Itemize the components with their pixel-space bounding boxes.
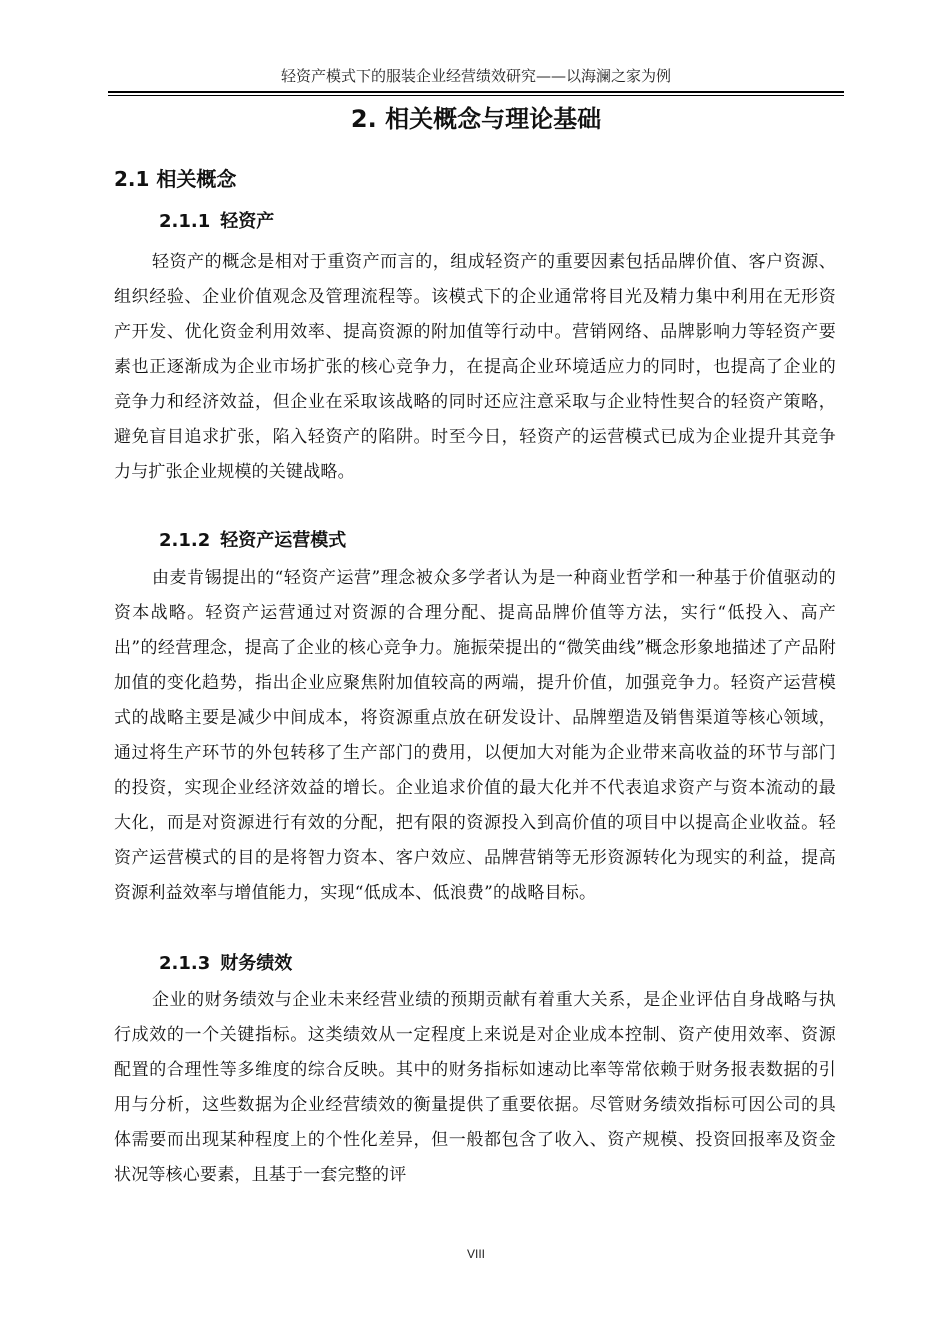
subsection-label: 轻资产运营模式 (220, 530, 347, 551)
paragraph-financial-performance: 企业的财务绩效与企业未来经营业绩的预期贡献有着重大关系，是企业评估自身战略与执行成效的一个关键指标。这类绩效从一定程度上来说是对企业成本控制、资产使用效率、资源配置的合理性等多维度的综合反映。其中的财务指标如速动比率等常依赖于财务报表数据的引用与分析，这些数据为企业经营绩效的衡量提供了重要依据。尽管财务绩效指标可因公司的具体需要而出现某种程度上的个性化差异，但一般都包含了收入、资产规模、投资回报率及资金状况等核心要素，且基于一套完整的评 (114, 990, 836, 1185)
subsection-number: 2.1.3 (159, 953, 211, 974)
paragraph-light-asset-operation: 由麦肯锡提出的“轻资产运营”理念被众多学者认为是一种商业哲学和一种基于价值驱动的资本战略。轻资产运营通过对资源的合理分配、提高品牌价值等方法，实行“低投入、高产出”的经营理念，提高了企业的核心竞争力。施振荣提出的“微笑曲线”概念形象地描述了产品附加值的变化趋势，指出企业应聚焦附加值较高的两端，提升价值，加强竞争力。轻资产运营模式的战略主要是减少中间成本，将资源重点放在研发设计、品牌塑造及销售渠道等核心领域，通过将生产环节的外包转移了生产部门的费用，以便加大对能为企业带来高收益的环节与部门的投资，实现企业经济效益的增长。企业追求价值的最大化并不代表追求资产与资本流动的最大化，而是对资源进行有效的分配，把有限的资源投入到高价值的项目中以提高企业收益。轻资产运营模式的目的是将智力资本、客户效应、品牌营销等无形资源转化为现实的利益，提高资源利益效率与增值能力，实现“低成本、低浪费”的战略目标。 (114, 568, 836, 903)
subsection-label: 财务绩效 (220, 953, 293, 974)
paragraph-light-assets: 轻资产的概念是相对于重资产而言的，组成轻资产的重要因素包括品牌价值、客户资源、组织经验、企业价值观念及管理流程等。该模式下的企业通常将目光及精力集中利用在无形资产开发、优化资金利用效率、提高资源的附加值等行动中。营销网络、品牌影响力等轻资产要素也正逐渐成为企业市场扩张的核心竞争力，在提高企业环境适应力的同时，也提高了企业的竞争力和经济效益，但企业在采取该战略的同时还应注意采取与企业特性契合的轻资产策略，避免盲目追求扩张，陷入轻资产的陷阱。时至今日，轻资产的运营模式已成为企业提升其竞争力与扩张企业规模的关键战略。 (114, 252, 836, 482)
chapter-title: 2. 相关概念与理论基础 (350, 105, 602, 133)
header-rule-thin (108, 95, 844, 96)
subsection-title-light-assets (159, 208, 274, 236)
running-header: 轻资产模式下的服装企业经营绩效研究——以海澜之家为例 (280, 67, 671, 85)
page-number: VIII (466, 1247, 485, 1261)
subsection-label: 轻资产 (220, 211, 275, 232)
subsection-title-light-asset-operation (159, 527, 346, 555)
subsection-number: 2.1.1 (159, 211, 211, 232)
header-rule-thick (108, 91, 844, 93)
subsection-title-financial-performance (159, 950, 292, 978)
section-title: 2.1 相关概念 (114, 167, 237, 191)
subsection-number: 2.1.2 (159, 530, 211, 551)
